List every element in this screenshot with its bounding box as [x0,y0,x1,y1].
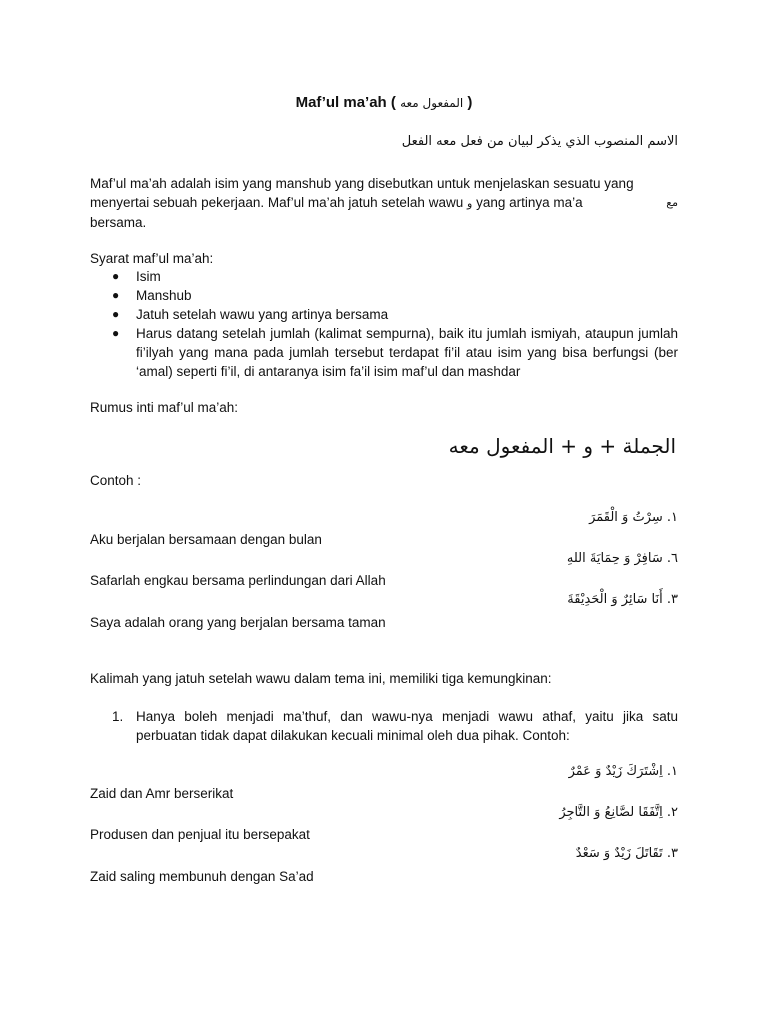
list-item-text: Jatuh setelah wawu yang artinya bersama [136,307,389,322]
rumus-formula: الجملة + و + المفعول معه [448,434,676,458]
paragraph-line-1: Maf’ul ma’ah adalah isim yang manshub yang disebutkan untuk menjelaskan sesuatu yang [90,176,634,191]
list-item [90,324,678,381]
kalimah-example-arabic-1: ١. اِشْتَرَكَ زَيْدٌ وَ عَمْرٌ [568,764,678,779]
example-translation-2: Safarlah engkau bersama perlindungan dari Allah [90,573,386,588]
syarat-heading: Syarat maf’ul ma’ah: [90,251,214,266]
example-translation-1: Aku berjalan bersamaan dengan bulan [90,532,322,547]
page-title [0,94,768,111]
example-arabic-3: ٣. أَنَا سَائِرٌ وَ الْحَدِيْقَةَ [567,592,678,607]
paragraph-line-2a: menyertai sebuah pekerjaan. Maf’ul ma’ah jatuh setelah wawu [90,195,464,210]
paragraph-ma-arabic: مع [666,196,678,209]
paragraph-line-2b: yang artinya ma’a [476,195,583,210]
intro-paragraph [90,174,678,232]
bullet: ● [112,288,120,302]
contoh-heading: Contoh : [90,473,142,488]
list-item [90,286,678,305]
definition-arabic: الاسم المنصوب الذي يذكر لبيان من فعل معه الفعل [401,134,678,149]
kalimah-example-translation-2: Produsen dan penjual itu bersepakat [90,827,310,842]
kalimah-example-translation-3: Zaid saling membunuh dengan Sa’ad [90,869,314,884]
example-translation-3: Saya adalah orang yang berjalan bersama taman [90,615,386,630]
title-close: ) [467,94,473,111]
kalimah-example-arabic-2: ٢. اِتَّفَقَا لصَّانِعُ وَ التَّاجِرُ [559,805,678,820]
list-item-text: Harus datang setelah jumlah (kalimat sempurna), baik itu jumlah ismiyah, ataupun jumlah fi’ilyah yang mana pada jumlah tersebut terdapat fi’il atau isim yang bisa berfungsi (ber ‘amal) seperti fi’il, di antaranya isim fa’il isim maf’ul dan mashdar [136,326,678,379]
rumus-heading: Rumus inti maf’ul ma’ah: [90,400,239,415]
kalimah-heading: Kalimah yang jatuh setelah wawu dalam tema ini, memiliki tiga kemungkinan: [90,671,552,686]
numbered-item-1 [90,707,678,745]
example-arabic-2: ٦. سَافِرْ وَ حِمَايَةَ اللهِ [566,551,678,566]
syarat-list [90,267,678,381]
list-item-text: Manshub [136,288,192,303]
paragraph-wawu-arabic: و [466,197,473,210]
bullet: ● [112,307,120,321]
list-item-text: Isim [136,269,161,284]
kalimah-example-translation-1: Zaid dan Amr berserikat [90,786,234,801]
paragraph-line-3: bersama. [90,215,147,230]
kalimah-example-arabic-3: ٣. تَقَاتَلَ زَيْدٌ وَ سَعْدٌ [575,846,678,861]
item-text: Hanya boleh menjadi ma’thuf, dan wawu-nya menjadi wawu athaf, yaitu jika satu perbuatan tidak dapat dilakukan kecuali minimal oleh dua pihak. Contoh: [136,709,678,743]
list-item [90,305,678,324]
title-latin: Maf’ul ma’ah ( [295,94,396,111]
title-arabic: المفعول معه [400,96,464,110]
bullet: ● [112,269,120,283]
item-number: 1. [112,709,124,724]
example-arabic-1: ١. سِرْتُ وَ الْقَمَرَ [589,510,678,525]
list-item [90,267,678,286]
bullet: ● [112,326,120,340]
